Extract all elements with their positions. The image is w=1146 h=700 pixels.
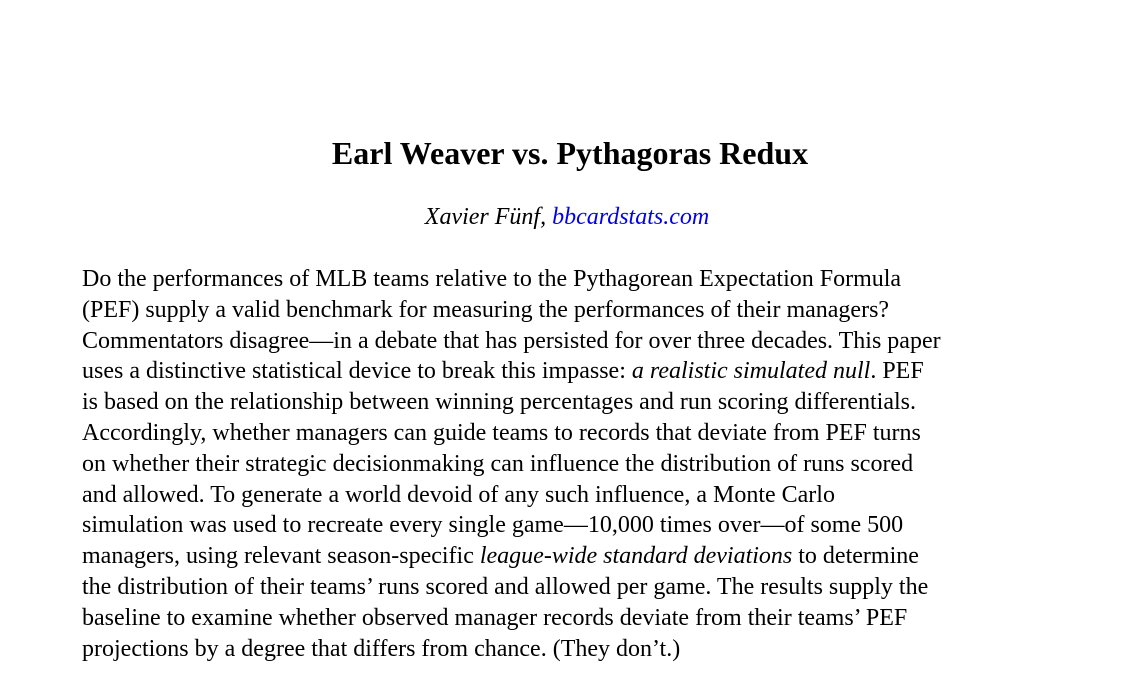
byline (0, 202, 1134, 232)
abstract-line (82, 449, 1082, 480)
abstract-emphasis: league-wide standard deviations (479, 543, 793, 570)
abstract-line (82, 541, 1082, 572)
abstract-text: projections by a degree that differs from chance. (They don’t.) (82, 635, 681, 662)
abstract-line (82, 326, 1082, 357)
abstract-line (82, 634, 1082, 665)
abstract-text: uses a distinctive statistical device to break this impasse: (82, 358, 632, 385)
abstract-text: to determine (792, 543, 919, 570)
abstract-text: (PEF) supply a valid benchmark for measuring the performances of their managers? (82, 296, 890, 323)
abstract-text: Commentators disagree—in a debate that has persisted for over three decades. This paper (82, 327, 941, 354)
abstract-line (82, 480, 1082, 511)
abstract-text: on whether their strategic decisionmaking can influence the distribution of runs scored (82, 450, 914, 477)
abstract-line (82, 418, 1082, 449)
abstract-text: . PEF (870, 358, 924, 385)
abstract-line (82, 603, 1082, 634)
abstract-text: managers, using relevant season-specific (82, 543, 480, 570)
author-name: Xavier Fünf (424, 204, 541, 230)
abstract-line (82, 356, 1082, 387)
abstract-text: Do the performances of MLB teams relative to the Pythagorean Expectation Formula (82, 266, 902, 292)
abstract-text: Accordingly, whether managers can guide teams to records that deviate from PEF turns (82, 419, 921, 446)
author-separator: , (540, 204, 553, 230)
abstract-line (82, 510, 1082, 541)
abstract-line (82, 295, 1082, 326)
paper-title: Earl Weaver vs. Pythagoras Redux (331, 135, 809, 171)
abstract (82, 264, 1082, 664)
abstract-text: the distribution of their teams’ runs scored and allowed per game. The results supply the (82, 573, 929, 600)
abstract-line (82, 264, 1082, 295)
abstract-text: and allowed. To generate a world devoid of any such influence, a Monte Carlo (82, 481, 835, 508)
abstract-text: simulation was used to recreate every single game—10,000 times over—of some 500 (82, 512, 904, 539)
abstract-line (82, 387, 1082, 418)
abstract-text: baseline to examine whether observed manager records deviate from their teams’ PEF (82, 604, 908, 631)
abstract-emphasis: a realistic simulated null (631, 358, 871, 385)
abstract-line (82, 572, 1082, 603)
affiliation-link[interactable]: bbcardstats.com (552, 204, 710, 230)
abstract-text: is based on the relationship between winning percentages and run scoring differentials. (82, 389, 916, 416)
